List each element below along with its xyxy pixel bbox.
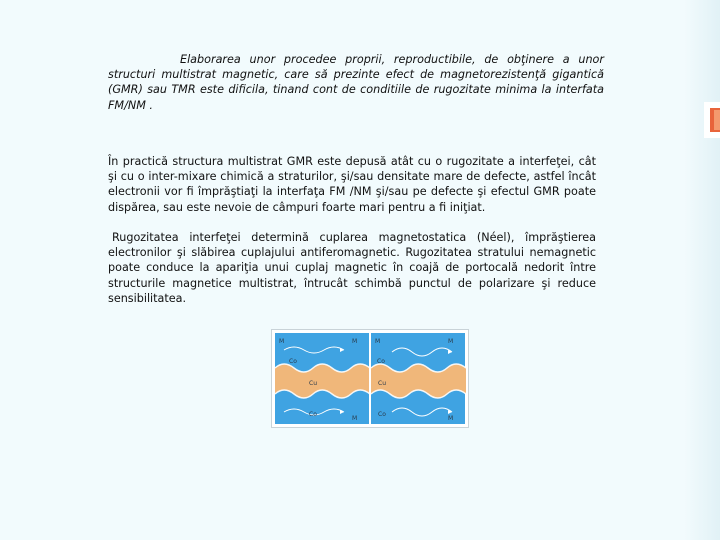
label-bottom-right: M: [448, 415, 454, 422]
paragraph-1: În practică structura multistrat GMR este depusă atât cu o rugozitate a interfeţei, cât şi cu o inter-mixare chimică a straturilor, şi/sau densitate mare de defecte, astfel încât electronii vor fi împrăştiaţi la interfaţa FM /NM şi/sau pe defecte şi efectul GMR poate dispărea, sau este nevoie de câmpuri foarte mari pentru a fi iniţiat.: [108, 155, 596, 214]
label-top-right: M: [448, 338, 454, 345]
label-top-right: M: [352, 338, 358, 345]
label-top-layer: Co: [289, 358, 297, 365]
slide-title: Elaborarea unor procedee proprii, reproductibile, de obţinere a unor structuri multistrat magnetic, care să prezinte efect de magnetorezistenţă gigantică (GMR) sau TMR este dificila, tinand cont de conditiile de rugozitate minima la interfata FM/NM .: [108, 53, 604, 112]
background-stripe: [684, 0, 720, 540]
label-bottom-right: M: [352, 415, 358, 422]
label-top-left: M: [375, 338, 381, 345]
label-top-left: M: [279, 338, 285, 345]
figure-panel-left: [275, 333, 370, 424]
decoration-graphic: [700, 100, 720, 140]
figure-panel-right: [371, 333, 466, 424]
label-middle-layer: Cu: [309, 380, 317, 387]
label-middle-layer: Cu: [378, 380, 386, 387]
label-bottom-layer: Co: [378, 411, 386, 418]
label-top-layer: Co: [377, 358, 385, 365]
label-bottom-layer: Co: [309, 411, 317, 418]
paragraph-2: Rugozitatea interfeţei determină cuplarea magnetostatica (Néel), împrăştierea electronilor şi slăbirea cuplajului antiferomagnetic. Rugozitatea stratului nemagnetic poate conduce la apariţia unui cuplaj magnetic în coajă de portocală nedorit între structurile magnetice multistrat, întrucât schimbă punctul de polarizare şi reduce sensibilitatea.: [108, 231, 596, 305]
multilayer-roughness-figure: [271, 329, 469, 428]
